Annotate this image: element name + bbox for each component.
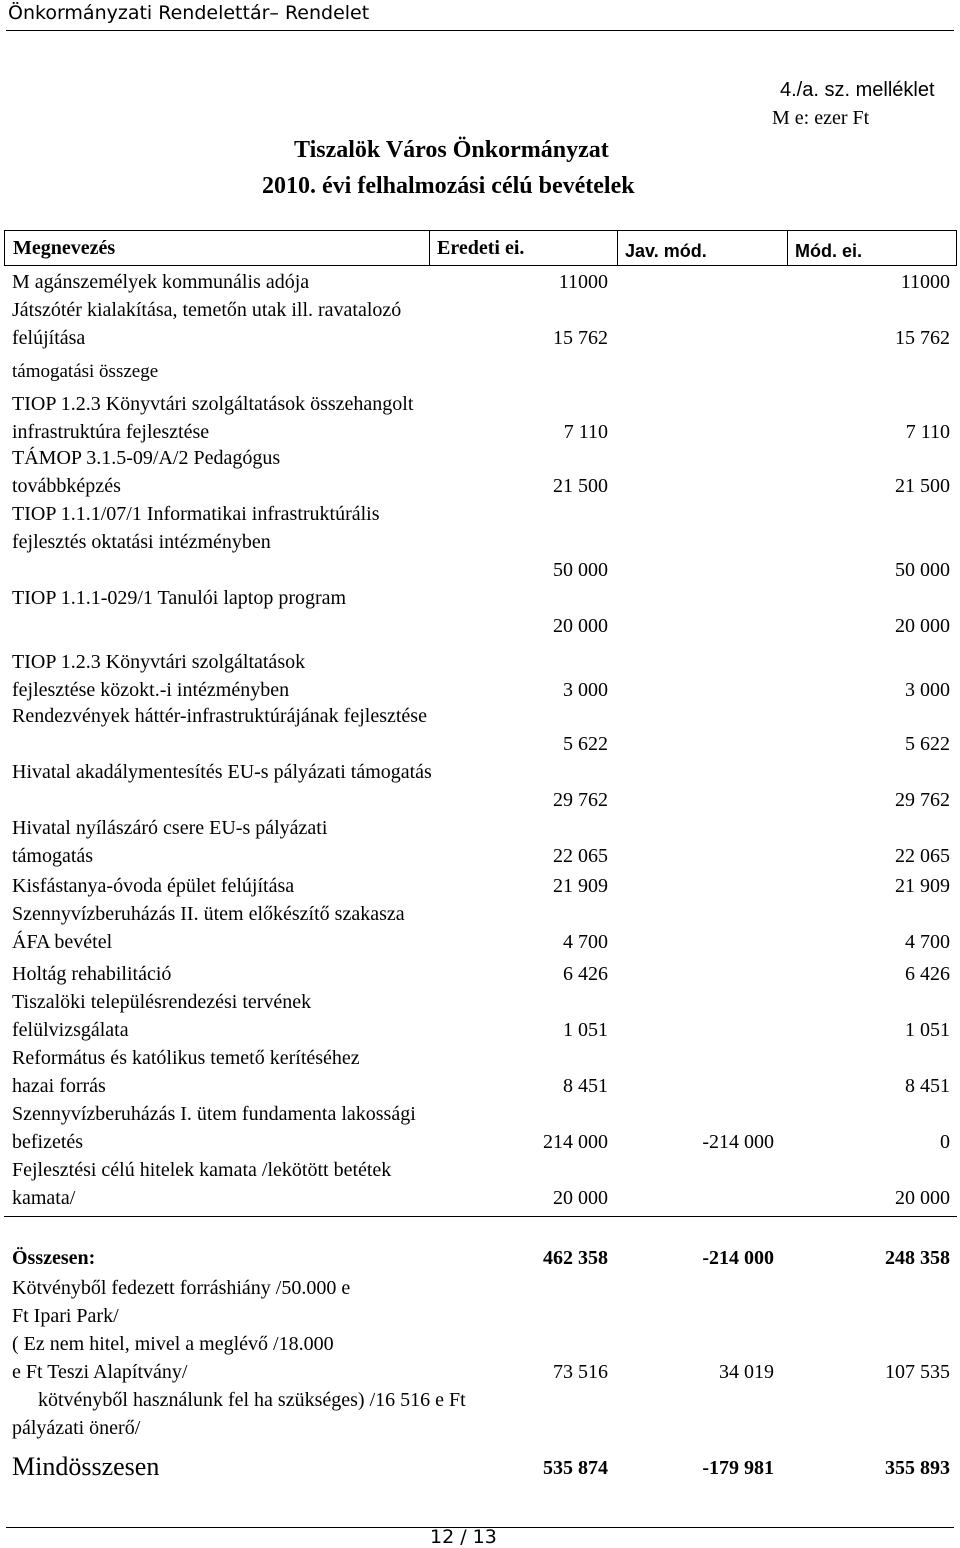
column-header-modification: Jav. mód. [625,241,707,261]
row-label: Hivatal nyílászáró csere EU-s pályázati támogatás [12,817,328,867]
row-modified: 6 426 [905,963,950,985]
grand-total-modification: -179 981 [702,1457,774,1479]
row-modified: 29 762 [895,789,950,811]
row-modification: -214 000 [702,1131,774,1153]
row-original: 8 451 [563,1075,608,1097]
doc-subtitle: 2010. évi felhalmozási célú bevételek [262,173,635,199]
bond-modification: 34 019 [719,1361,774,1383]
row-label: M agánszemélyek kommunális adója [12,271,310,293]
row-original: 6 426 [563,963,608,985]
annex-label: 4./a. sz. melléklet [780,79,935,101]
bond-line: kötvényből használunk fel ha szükséges) /16 516 e Ft [38,1389,466,1411]
row-original: 5 622 [563,733,608,755]
row-modified: 7 110 [905,421,950,443]
doc-title: Tiszalök Város Önkormányzat [294,137,609,163]
header-rule [6,30,954,31]
row-original: 50 000 [553,559,608,581]
total-modification: -214 000 [702,1247,774,1269]
row-original: 15 762 [553,327,608,349]
row-original: 21 500 [553,475,608,497]
row-label: Hivatal akadálymentesítés EU-s pályázati támogatás [12,761,432,783]
row-label: TÁMOP 3.1.5-09/A/2 Pedagógus továbbképzés [12,447,281,497]
row-original: 21 909 [553,875,608,897]
row-original: 22 065 [553,845,608,867]
row-modified: 0 [940,1131,950,1153]
row-modified: 22 065 [895,845,950,867]
row-label: Szennyvízberuházás I. ütem fundamenta lakossági befizetés [12,1103,416,1153]
table-divider [4,1216,957,1217]
row-label: TIOP 1.2.3 Könyvtári szolgáltatások összehangolt infrastruktúra fejlesztése [12,393,414,443]
grand-total-label: Mindösszesen [12,1452,160,1481]
row-label: Holtág rehabilitáció [12,963,172,985]
bond-original: 73 516 [553,1361,608,1383]
row-modified: 21 500 [895,475,950,497]
row-label: támogatási összege [12,361,159,382]
row-modified: 1 051 [905,1019,950,1041]
bond-line: e Ft Teszi Alapítvány/ [12,1361,188,1383]
row-original: 20 000 [553,1187,608,1209]
row-modified: 50 000 [895,559,950,581]
grand-total-original: 535 874 [543,1457,608,1479]
row-original: 20 000 [553,615,608,637]
bond-modified: 107 535 [885,1361,950,1383]
total-label: Összesen: [12,1247,96,1269]
row-modified: 15 762 [895,327,950,349]
row-original: 7 110 [563,421,608,443]
bond-line: ( Ez nem hitel, mivel a meglévő /18.000 [12,1333,334,1355]
total-modified: 248 358 [885,1247,950,1269]
bond-line: Ft Ipari Park/ [12,1305,119,1327]
total-original: 462 358 [543,1247,608,1269]
table-header [4,230,957,266]
row-modified: 20 000 [895,1187,950,1209]
row-label: Játszótér kialakítása, temetőn utak ill. ravatalozó felújítása [12,299,402,349]
header-title: Önkormányzati Rendelettár– Rendelet [8,2,370,24]
row-label: Református és katólikus temető kerítéséhez hazai forrás [12,1047,360,1097]
grand-total-modified: 355 893 [885,1457,950,1479]
row-original: 4 700 [563,931,608,953]
row-original: 214 000 [543,1131,608,1153]
row-label: Tiszalöki településrendezési tervének felülvizsgálata [12,991,312,1041]
row-modified: 4 700 [905,931,950,953]
column-header-modified: Mód. ei. [795,241,862,261]
row-label: TIOP 1.1.1-029/1 Tanulói laptop program [12,587,347,609]
row-modified: 11000 [900,271,950,293]
column-header-original: Eredeti ei. [437,237,525,259]
row-original: 3 000 [563,679,608,701]
row-modified: 8 451 [905,1075,950,1097]
row-label: Rendezvények háttér-infrastruktúrájának fejlesztése [12,705,427,727]
row-original: 1 051 [563,1019,608,1041]
row-label: Szennyvízberuházás II. ütem előkészítő szakasza ÁFA bevétel [12,903,405,953]
column-divider [429,231,430,265]
column-divider [787,231,788,265]
row-label: Kisfástanya-óvoda épület felújítása [12,875,295,897]
column-header-name: Megnevezés [13,237,116,259]
page-number: 12 / 13 [430,1526,497,1548]
column-divider [617,231,618,265]
row-label: TIOP 1.1.1/07/1 Informatikai infrastruktúrális fejlesztés oktatási intézményben [12,503,380,553]
row-original: 11000 [558,271,608,293]
row-original: 29 762 [553,789,608,811]
row-modified: 20 000 [895,615,950,637]
row-modified: 5 622 [905,733,950,755]
row-label: TIOP 1.2.3 Könyvtári szolgáltatások fejlesztése közokt.-i intézményben [12,651,306,701]
unit-label: M e: ezer Ft [772,107,870,129]
bond-line: Kötvényből fedezett forráshiány /50.000 e [12,1277,351,1299]
row-modified: 21 909 [895,875,950,897]
row-modified: 3 000 [905,679,950,701]
bond-line: pályázati önerő/ [12,1417,141,1439]
row-label: Fejlesztési célú hitelek kamata /lekötött betétek kamata/ [12,1159,392,1209]
